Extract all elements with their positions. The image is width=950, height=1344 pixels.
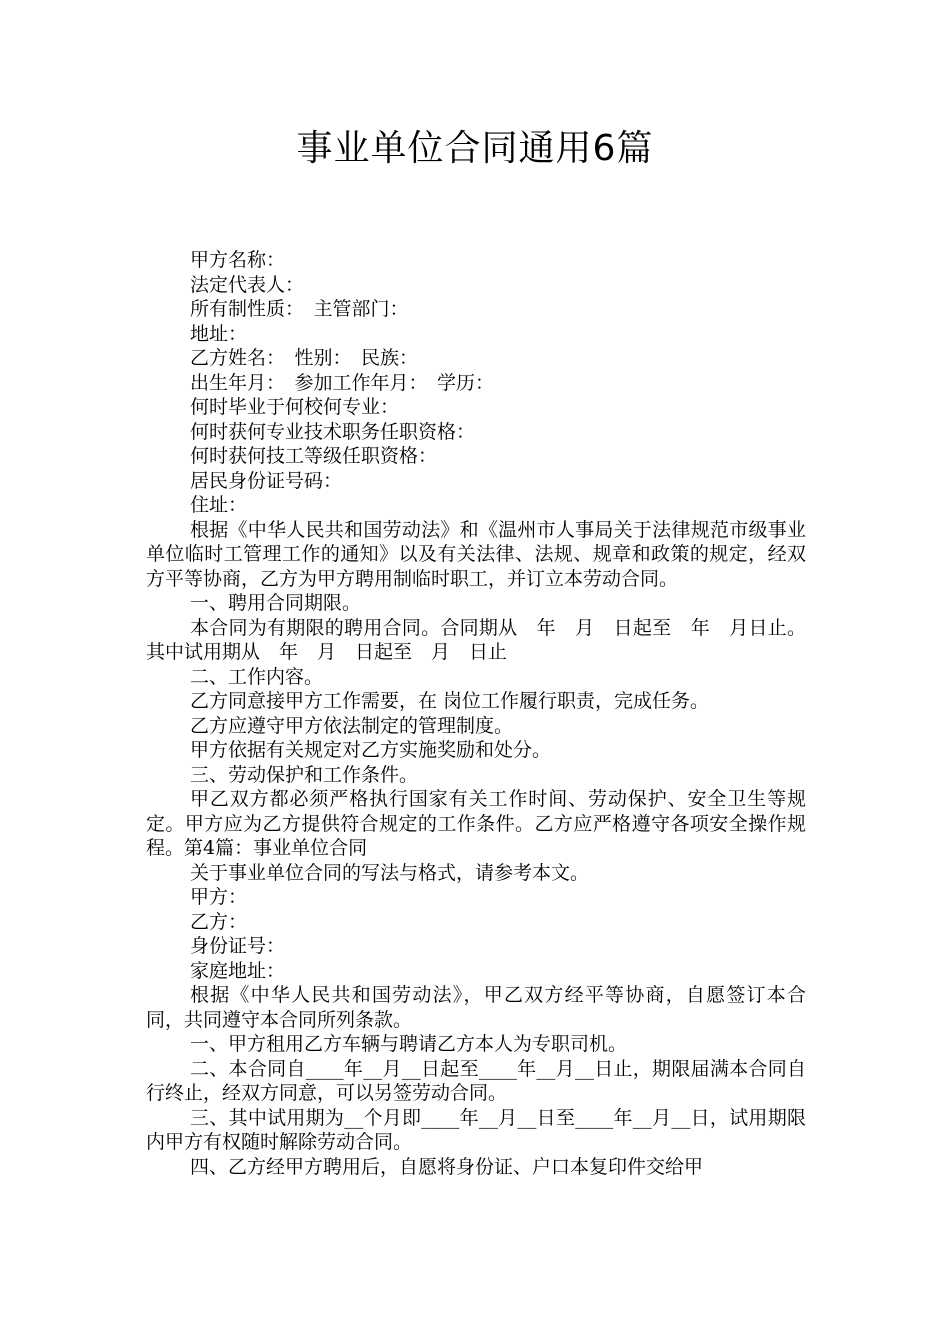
field-party-b-name: 乙方姓名： 性别： 民族： bbox=[190, 347, 419, 369]
field-graduation: 何时毕业于何校何专业： bbox=[190, 396, 400, 418]
paragraph-work-2: 乙方应遵守甲方依法制定的管理制度。 bbox=[190, 714, 514, 737]
section-heading-protection: 三、劳动保护和工作条件。 bbox=[190, 763, 419, 786]
paragraph-work-3: 甲方依据有关规定对乙方实施奖励和处分。 bbox=[190, 739, 552, 761]
field-address: 地址： bbox=[190, 322, 248, 345]
section-heading-work: 二、工作内容。 bbox=[190, 665, 324, 688]
paragraph-protection: 甲乙双方都必须严格执行国家有关工作时间、劳动保护、安全卫生等规定。甲方应为乙方提供符合规定的工作条件。乙方应严格遵守各项安全操作规程。第4篇：事业单位合同 bbox=[146, 788, 806, 859]
field-party-a: 甲方： bbox=[190, 886, 248, 908]
paragraph-work-1: 乙方同意接甲方工作需要，在 岗位工作履行职责，完成任务。 bbox=[190, 690, 710, 712]
field-residence: 住址： bbox=[190, 494, 248, 516]
field-id-number: 居民身份证号码： bbox=[190, 469, 343, 492]
field-legal-representative: 法定代表人： bbox=[190, 273, 305, 296]
field-technical-title: 何时获何专业技术职务任职资格： bbox=[190, 420, 476, 443]
field-party-b: 乙方： bbox=[190, 910, 248, 933]
field-home-address: 家庭地址： bbox=[190, 959, 286, 982]
field-party-a-name: 甲方名称： bbox=[190, 249, 286, 271]
paragraph-reference: 关于事业单位合同的写法与格式，请参考本文。 bbox=[190, 861, 590, 884]
document-body bbox=[146, 248, 806, 1179]
clause-3: 三、其中试用期为__个月即____年__月__日至____年__月__日，试用期限内甲方有权随时解除劳动合同。 bbox=[146, 1106, 806, 1153]
field-id-card: 身份证号： bbox=[190, 935, 286, 957]
paragraph-preamble: 根据《中华人民共和国劳动法》和《温州市人事局关于法律规范市级事业单位临时工管理工作的通知》以及有关法律、法规、规章和政策的规定，经双方平等协商，乙方为甲方聘用制临时职工，并订立本劳动合同。 bbox=[146, 518, 806, 590]
field-skill-grade: 何时获何技工等级任职资格： bbox=[190, 445, 438, 467]
section-heading-term: 一、聘用合同期限。 bbox=[190, 592, 362, 614]
clause-4: 四、乙方经甲方聘用后，自愿将身份证、户口本复印件交给甲 bbox=[190, 1155, 704, 1178]
paragraph-term: 本合同为有期限的聘用合同。合同期从 年 月 日起至 年 月日止。其中试用期从 年 月 日起至 月 日止 bbox=[146, 616, 806, 663]
field-birth-work-education: 出生年月： 参加工作年月： 学历： bbox=[190, 371, 495, 394]
paragraph-preamble-2: 根据《中华人民共和国劳动法》，甲乙双方经平等协商，自愿签订本合同，共同遵守本合同所列条款。 bbox=[146, 984, 806, 1031]
field-ownership-department: 所有制性质： 主管部门： bbox=[190, 298, 409, 320]
clause-2: 二、本合同自____年__月__日起至____年__月__日止，期限届满本合同自行终止，经双方同意，可以另签劳动合同。 bbox=[146, 1057, 806, 1104]
clause-1: 一、甲方租用乙方车辆与聘请乙方本人为专职司机。 bbox=[190, 1033, 628, 1055]
document-title: 事业单位合同通用6篇 bbox=[296, 128, 654, 169]
